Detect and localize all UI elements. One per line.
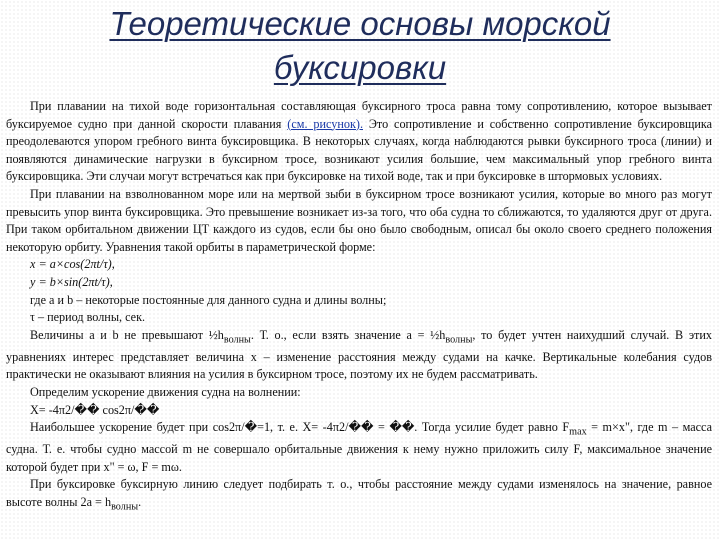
formula-y [6,274,712,292]
paragraph-5-text-c: , то будет учтен наихудший случай. В этих уравнениях интерес представляет величина x – изменение расстояния между судами на качке. Вертикальные колебания судов практически не оказывают влияния на усилия в буксирном тросе, поэтому их не будем рассматривать. [6,327,713,382]
paragraph-2: При плавании на взволнованном море или на мертвой зыби в буксирном тросе возникают усилия, которые во много раз могут превысить упор винта буксировщика. Это превышение возникает из-за того, что оба судна то сближаются, то удаляются друг от друга. При таком орбитальном движении ЦТ каждого из судов, если бы оно было свободным, описал бы около своего среднего положения некоторую орбиту. Уравнения такой орбиты в параметрической форме: [6,186,712,254]
paragraph-9-text-b: . [138,494,142,509]
paragraph-9-text-a: При буксировке буксирную линию следует подбирать т. о., чтобы расстояние между судами изменялось на значение, равное высоте волны 2a = h [6,477,712,509]
paragraph-9 [6,476,712,516]
formula-x-text: x = a×cos(2πt/τ), [30,257,115,272]
subscript-wave-1: волны [223,334,251,346]
title-line-2: буксировки [273,49,447,86]
subscript-wave-3: волны [111,501,139,513]
figure-link[interactable]: (см. рисунок). [287,116,363,131]
paragraph-5 [6,327,712,384]
paragraph-1-text-b: Это сопротивление и собственно сопротивление буксировщика преодолеваются упором гребного винта буксировщика. В некоторых случаях, когда наблюдаются рывки буксирного троса (линии) и появляются динамические нагрузки в буксирном тросе, возникают усилия большие, чем максимальный упор гребного винта буксировщика. Эти случаи могут встречаться как при буксировке на тихой воде, так и при буксировке в штормовых условиях. [6,116,712,184]
formula-x [6,256,712,274]
paragraph-8-text-b: = m×x", где m – масса судна. Т. е. чтобы судно массой m не совершало орбитальные движения к нему нужно приложить силу F, максимальное значение которой будет при x" = ω, F = mω. [6,420,712,474]
page-title [0,2,720,90]
title-line-1: Теоретические основы морской [109,5,611,42]
document-body [6,98,712,516]
paragraph-1-text-a: При плавании на тихой воде горизонтальная составляющая буксирного троса равна тому сопротивлению, которое вызывает буксируемое судно при данной скорости плавания [6,99,712,131]
paragraph-5-text-b: . Т. о., если взять значение a = ½h [250,327,446,342]
paragraph-4: τ – период волны, сек. [30,310,146,325]
paragraph-6: Определим ускорение движения судна на волнении: [30,384,301,399]
paragraph-8 [6,419,712,476]
subscript-wave-2: волны [445,334,473,346]
paragraph-5-text-a: Величины a и b не превышают ½h [30,327,224,342]
formula-y-text: y = b×sin(2πt/τ), [30,274,113,289]
formula-acceleration: X= -4π2/�� cos2π/�� [30,402,160,417]
paragraph-3: где a и b – некоторые постоянные для данного судна и длины волны; [30,292,387,307]
paragraph-8-text-a: Наибольшее ускорение будет при cos2π/�=1, т. е. X= -4π2/�� = ��. Тогда усилие будет равно F [30,420,570,435]
subscript-max: max [569,426,587,438]
paragraph-1 [6,98,712,186]
